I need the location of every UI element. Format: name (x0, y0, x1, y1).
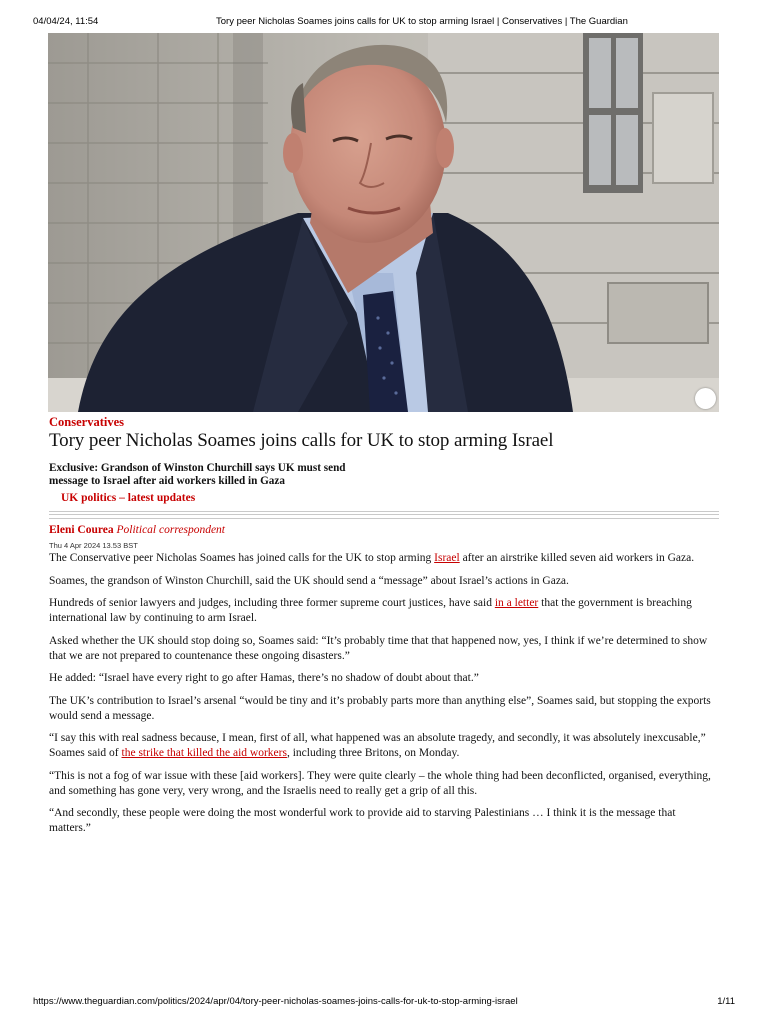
live-updates-link[interactable]: UK politics – latest updates (61, 492, 196, 504)
paragraph: “This is not a fog of war issue with these [aid workers]. They were quite clearly – the whole thing had been deconflicted, organised, everything, and something has gone very, very wrong, and the Israelis need to really get a grip of all this. (49, 769, 711, 797)
inline-link-israel[interactable]: Israel (434, 552, 460, 564)
inline-link-letter[interactable]: in a letter (494, 597, 539, 609)
hero-photo (48, 33, 719, 412)
publication-date: Thu 4 Apr 2024 13.53 BST (49, 541, 138, 550)
author-role: Political correspondent (116, 524, 226, 536)
print-page-number: 1/11 (717, 996, 735, 1007)
print-header (33, 16, 735, 30)
article-body (49, 551, 719, 836)
paragraph: “I say this with real sadness because, I mean, first of all, what happened was an absolute tragedy, and secondly, it was absolutely inexcusable,” Soames said of the strike that killed the aid workers, including three Britons, on Monday. (49, 732, 706, 759)
print-datetime: 04/04/24, 11:54 (33, 16, 99, 27)
print-page-title: Tory peer Nicholas Soames joins calls for UK to stop arming Israel | Conservatives | The Guardian (216, 16, 628, 27)
inline-link-strike[interactable]: the strike that killed the aid workers (121, 747, 287, 759)
paragraph: Soames, the grandson of Winston Churchill, said the UK should send a “message” about Israel’s actions in Gaza. (49, 574, 569, 587)
paragraph: The Conservative peer Nicholas Soames has joined calls for the UK to stop arming Israel after an airstrike killed seven aid workers in Gaza. (49, 552, 695, 564)
print-footer (33, 996, 735, 1010)
section-kicker-link[interactable]: Conservatives (49, 415, 124, 429)
article (49, 414, 719, 844)
headline: Tory peer Nicholas Soames joins calls for UK to stop arming Israel (49, 430, 554, 451)
author-link[interactable]: Eleni Courea (49, 524, 114, 536)
paragraph: Hundreds of senior lawyers and judges, including three former supreme court justices, have said in a letter that the government is breaching international law by continuing to arm Israel. (49, 597, 692, 624)
standfirst: Exclusive: Grandson of Winston Churchill says UK must send message to Israel after aid workers killed in Gaza (49, 462, 346, 487)
byline (49, 523, 719, 538)
meta-divider (49, 511, 719, 519)
paragraph: “And secondly, these people were doing the most wonderful work to provide aid to starving Palestinians … I think it is the message that matters.” (49, 807, 676, 834)
print-url: https://www.theguardian.com/politics/2024/apr/04/tory-peer-nicholas-soames-joins-calls-for-uk-to-stop-arming-israel (33, 996, 518, 1007)
hero-photo-illustration (48, 33, 719, 412)
paragraph: Asked whether the UK should stop doing so, Soames said: “It’s probably time that that happened now, yes, I think if we’re determined to show that we are not prepared to countenance these ongoing disasters.” (49, 634, 708, 662)
expand-icon[interactable] (695, 388, 716, 409)
paragraph: He added: “Israel have every right to go after Hamas, there’s no shadow of doubt about that.” (49, 672, 479, 684)
paragraph: The UK’s contribution to Israel’s arsenal “would be tiny and it’s probably parts more than anything else”, Soames said, but stopping the exports would send a message. (49, 694, 711, 722)
